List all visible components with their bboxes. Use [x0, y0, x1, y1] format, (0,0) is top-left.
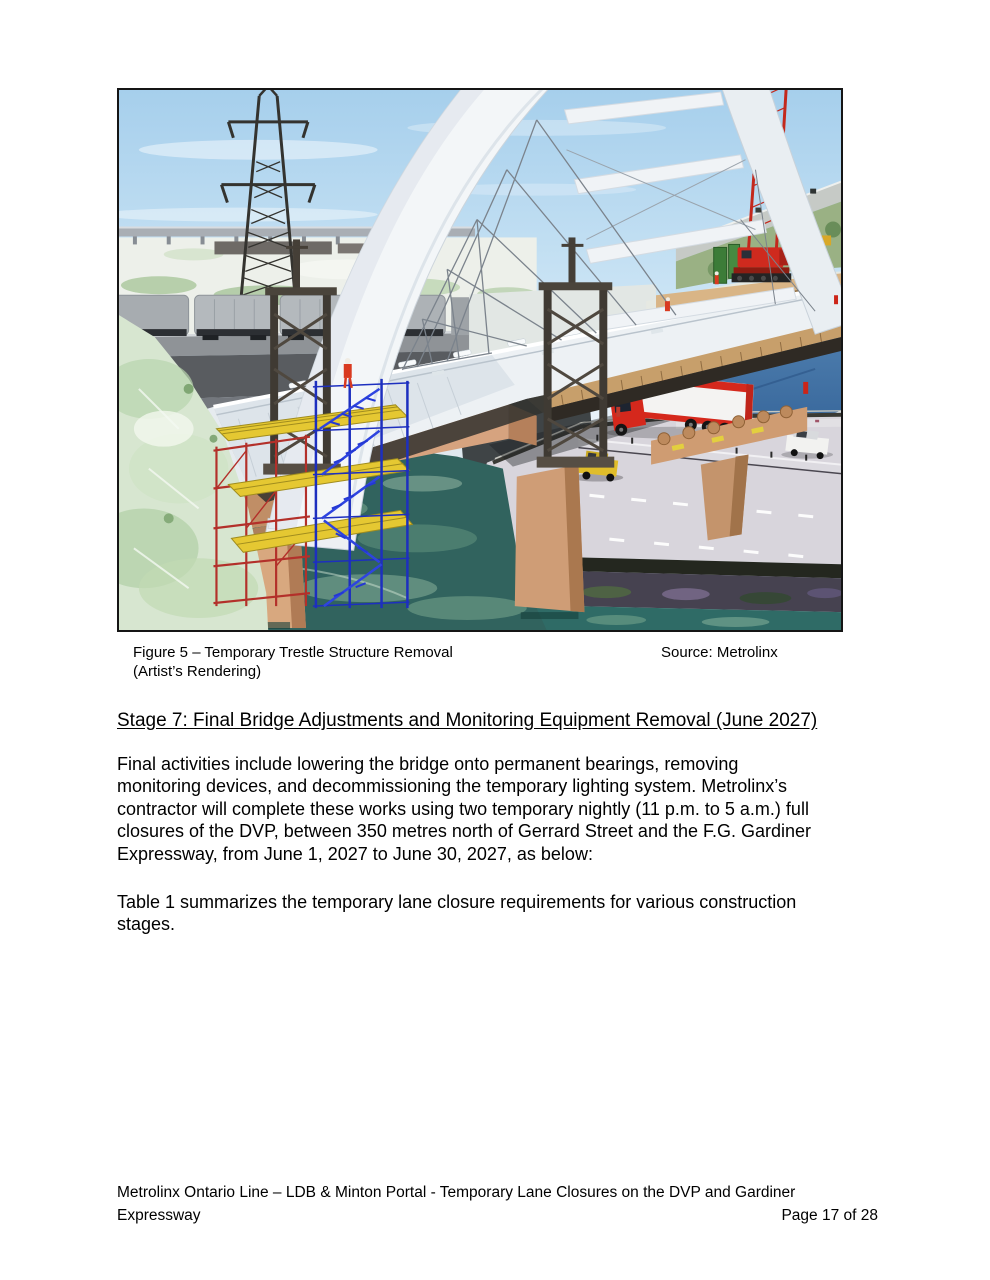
paragraph-table-1-summary: Table 1 summarizes the temporary lane closure requirements for various construction stages. [117, 892, 797, 935]
footer-document-title: Metrolinx Ontario Line – LDB & Minton Portal - Temporary Lane Closures on the DVP and Gardiner [117, 1184, 796, 1201]
page-number: Page 17 of 28 [781, 1207, 878, 1224]
figure-caption-subtitle: (Artist’s Rendering) [133, 663, 262, 680]
platform-worker [715, 271, 719, 284]
figure-source: Source: Metrolinx [661, 644, 778, 661]
red-marker-1 [803, 382, 808, 394]
red-marker-3 [616, 407, 620, 417]
figure-image [117, 88, 843, 632]
figure-caption-title: Figure 5 – Temporary Trestle Structure Removal [133, 644, 453, 661]
paragraph-final-activities: Final activities include lowering the bridge onto permanent bearings, removing monitoring devices, and decommissioning the temporary lighting system. Metrolinx’s contractor will complete these works using two temporary nightly (11 p.m. to 5 a.m.) full closures of the DVP, between 350 metres north of Gerrard Street and the F.G. Gardiner Expressway, from June 1, 2027 to June 30, 2027, as below: [117, 754, 812, 864]
red-marker-2 [834, 295, 838, 304]
footer-second-row [117, 1204, 878, 1227]
bridge-rendering [119, 90, 841, 630]
footer-document-title-continued: Expressway [117, 1207, 201, 1224]
page-footer [117, 1181, 878, 1227]
stage-7-heading: Stage 7: Final Bridge Adjustments and Monitoring Equipment Removal (June 2027) [117, 710, 818, 731]
figure-caption [117, 643, 879, 681]
